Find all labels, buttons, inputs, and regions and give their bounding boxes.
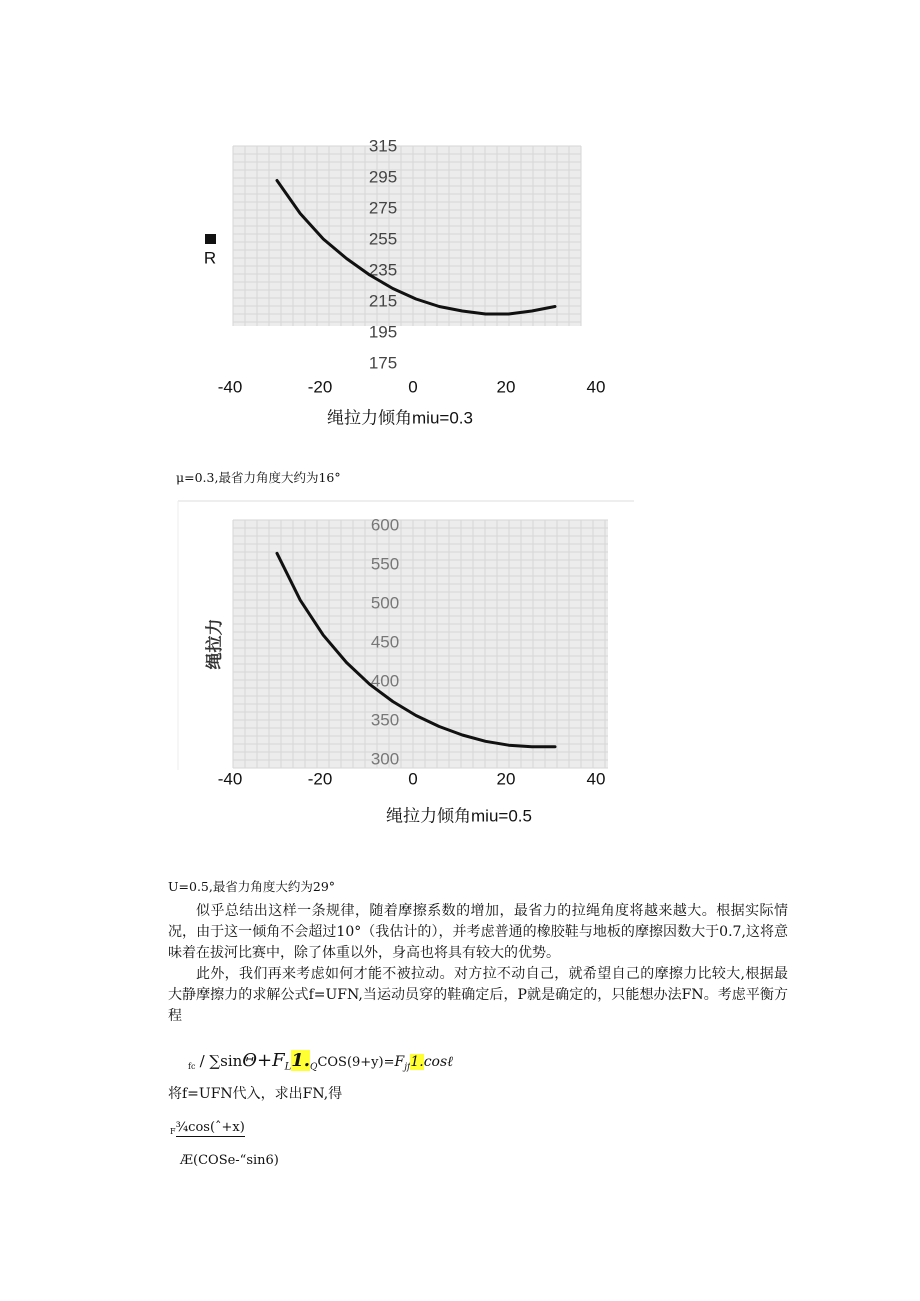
x-tick-label: 20: [496, 377, 516, 397]
y-tick-label: 315: [368, 136, 398, 156]
eq2-sub-f: F: [170, 1127, 176, 1136]
y-tick-label: 400: [370, 671, 400, 691]
eq2-numerator-text: ¾cos(ˆ+x): [175, 1120, 245, 1135]
caption-1: μ=0.3,最省力角度大约为16°: [176, 470, 341, 485]
x-tick-label: 40: [586, 377, 606, 397]
eq1-sub-jf: jf: [404, 1062, 411, 1073]
substitution-text: 将f=UFN代入，求出FN,得: [168, 1086, 343, 1102]
x-tick-label: 40: [586, 769, 606, 789]
plot-area-2: [233, 520, 608, 768]
caption-2: U=0.5,最省力角度大约为29°: [168, 879, 336, 894]
y-tick-label: 295: [368, 167, 398, 187]
y-tick-label: 235: [368, 260, 398, 280]
paragraph-1: 似乎总结出这样一条规律，随着摩擦系数的增加，最省力的拉绳角度将越来越大。根据实际情况，由于这一倾角不会超过10°（我估计的），并考虑普通的橡胶鞋与地板的摩擦因数大于0.7,这将意味着在拔河比赛中，除了体重以外，身高也将具有较大的优势。: [168, 903, 788, 961]
eq1-sub-fc: fc: [188, 1062, 196, 1071]
x-tick-label: 0: [408, 377, 418, 397]
eq1-sub-q: Q: [310, 1062, 318, 1073]
x-tick-label: -20: [307, 377, 333, 397]
x-tick-label: -40: [217, 769, 243, 789]
x-axis-label: 绳拉力倾角miu=0.3: [327, 408, 473, 428]
x-axis-label: 绳拉力倾角miu=0.5: [386, 806, 532, 826]
y-tick-label: 195: [368, 322, 398, 342]
eq1-cos-2: cos: [423, 1054, 448, 1070]
y-tick-label: 215: [368, 291, 398, 311]
y-tick-label: 275: [368, 198, 398, 218]
y-axis-label: R: [203, 248, 217, 268]
y-tick-label: 500: [370, 593, 400, 613]
eq1-sum: / ∑sin: [199, 1052, 243, 1070]
eq1-sub-l: L: [284, 1061, 292, 1073]
paragraph-2: 此外，我们再来考虑如何才能不被拉动。对方拉不动自己，就希望自己的摩擦力比较大,根据最大静摩擦力的求解公式f=UFN,当运动员穿的鞋确定后，P就是确定的，只能想办法FN。考虑平衡方程: [168, 966, 788, 1024]
y-tick-label: 255: [368, 229, 398, 249]
eq1-highlight-1: 1.: [291, 1050, 311, 1071]
y-tick-label: 300: [370, 749, 400, 769]
eq1-theta-f: Θ+F: [242, 1050, 285, 1071]
x-tick-label: 0: [408, 769, 418, 789]
legend-marker: [205, 234, 216, 244]
x-tick-label: 20: [496, 769, 516, 789]
y-tick-label: 350: [370, 710, 400, 730]
x-tick-label: -20: [307, 769, 333, 789]
body-text: [168, 901, 788, 1027]
y-tick-label: 450: [370, 632, 400, 652]
eq1-cos: COS(9+y)=: [317, 1055, 395, 1070]
equation-2-denominator: Æ(COSe-“sin6): [180, 1153, 279, 1168]
y-tick-label: 550: [370, 554, 400, 574]
eq1-ell: ℓ: [447, 1054, 454, 1070]
plot-area-1: [233, 146, 581, 326]
y-axis-label: 绳拉力: [205, 618, 225, 670]
eq1-f: F: [394, 1054, 405, 1070]
x-tick-label: -40: [217, 377, 243, 397]
y-tick-label: 175: [368, 353, 398, 373]
y-tick-label: 600: [370, 515, 400, 535]
eq1-highlight-2: 1.: [410, 1054, 424, 1070]
equation-2-numerator: [170, 1120, 245, 1136]
equation-1: [188, 1050, 453, 1073]
